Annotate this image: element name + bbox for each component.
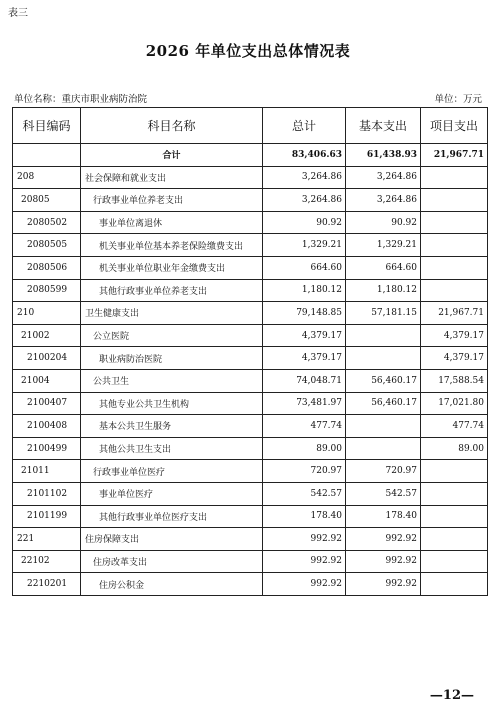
table-row [13, 189, 488, 212]
row-total: 4,379.17 [263, 324, 346, 347]
row-total: 73,481.97 [263, 392, 346, 415]
row-project [421, 189, 488, 212]
row-basic: 56,460.17 [346, 369, 421, 392]
row-code: 2100407 [13, 392, 81, 415]
row-basic: 992.92 [346, 550, 421, 573]
table-row [13, 234, 488, 257]
row-project [421, 528, 488, 551]
row-code: 21004 [13, 369, 81, 392]
row-code: 2080599 [13, 279, 81, 302]
row-name: 住房保障支出 [81, 528, 263, 551]
row-name: 机关事业单位职业年金缴费支出 [81, 256, 263, 279]
row-basic: 178.40 [346, 505, 421, 528]
row-name: 其他行政事业单位医疗支出 [81, 505, 263, 528]
row-total: 3,264.86 [263, 189, 346, 212]
total-amount: 83,406.63 [263, 144, 346, 167]
table-row [13, 369, 488, 392]
row-basic: 992.92 [346, 528, 421, 551]
header-project: 项目支出 [421, 108, 488, 144]
row-code: 20805 [13, 189, 81, 212]
row-basic: 542.57 [346, 482, 421, 505]
row-name: 其他公共卫生支出 [81, 437, 263, 460]
row-basic [346, 437, 421, 460]
row-name: 行政事业单位医疗 [81, 460, 263, 483]
row-code: 21002 [13, 324, 81, 347]
row-code: 210 [13, 302, 81, 325]
row-project: 21,967.71 [421, 302, 488, 325]
row-basic: 1,180.12 [346, 279, 421, 302]
row-basic [346, 324, 421, 347]
header-name: 科目名称 [81, 108, 263, 144]
row-basic: 56,460.17 [346, 392, 421, 415]
table-row [13, 550, 488, 573]
unit-name: 单位名称：重庆市职业病防治院 [14, 94, 148, 105]
row-project [421, 550, 488, 573]
row-code: 2100408 [13, 415, 81, 438]
table-row [13, 302, 488, 325]
total-code-cell [13, 144, 81, 167]
unit-measure: 单位：万元 [434, 94, 482, 105]
row-basic [346, 415, 421, 438]
row-code: 2101102 [13, 482, 81, 505]
row-total: 178.40 [263, 505, 346, 528]
row-code: 2080505 [13, 234, 81, 257]
row-project: 89.00 [421, 437, 488, 460]
row-name: 公共卫生 [81, 369, 263, 392]
row-name: 基本公共卫生服务 [81, 415, 263, 438]
row-code: 2210201 [13, 573, 81, 596]
row-project [421, 505, 488, 528]
row-project [421, 460, 488, 483]
row-basic: 3,264.86 [346, 166, 421, 189]
row-project [421, 234, 488, 257]
row-total: 992.92 [263, 550, 346, 573]
row-basic: 90.92 [346, 211, 421, 234]
table-row [13, 166, 488, 189]
row-total: 992.92 [263, 573, 346, 596]
table-row [13, 392, 488, 415]
header-code: 科目编码 [13, 108, 81, 144]
row-name: 住房公积金 [81, 573, 263, 596]
table-row [13, 415, 488, 438]
row-project [421, 573, 488, 596]
page-title: 2026 年单位支出总体情况表 [145, 42, 351, 60]
total-label: 合计 [81, 144, 263, 167]
row-code: 2101199 [13, 505, 81, 528]
row-basic: 992.92 [346, 573, 421, 596]
row-total: 477.74 [263, 415, 346, 438]
row-name: 其他行政事业单位养老支出 [81, 279, 263, 302]
row-name: 社会保障和就业支出 [81, 166, 263, 189]
row-total: 1,329.21 [263, 234, 346, 257]
total-project: 21,967.71 [421, 144, 488, 167]
row-code: 21011 [13, 460, 81, 483]
row-code: 2080506 [13, 256, 81, 279]
row-basic: 664.60 [346, 256, 421, 279]
row-project: 17,588.54 [421, 369, 488, 392]
row-code: 2080502 [13, 211, 81, 234]
table-row [13, 505, 488, 528]
row-name: 机关事业单位基本养老保险缴费支出 [81, 234, 263, 257]
table-number-label: 表三 [8, 8, 28, 19]
row-project [421, 482, 488, 505]
row-name: 行政事业单位养老支出 [81, 189, 263, 212]
row-code: 2100499 [13, 437, 81, 460]
header-total: 总计 [263, 108, 346, 144]
table-header-row [13, 108, 488, 144]
row-name: 公立医院 [81, 324, 263, 347]
row-code: 2100204 [13, 347, 81, 370]
row-name: 卫生健康支出 [81, 302, 263, 325]
total-row [13, 144, 488, 167]
row-basic: 57,181.15 [346, 302, 421, 325]
table-row [13, 482, 488, 505]
total-basic: 61,438.93 [346, 144, 421, 167]
row-name: 职业病防治医院 [81, 347, 263, 370]
row-project: 4,379.17 [421, 324, 488, 347]
row-project [421, 166, 488, 189]
row-total: 74,048.71 [263, 369, 346, 392]
row-code: 22102 [13, 550, 81, 573]
row-total: 1,180.12 [263, 279, 346, 302]
unit-info-row [14, 91, 482, 105]
header-basic: 基本支出 [346, 108, 421, 144]
row-total: 89.00 [263, 437, 346, 460]
row-total: 664.60 [263, 256, 346, 279]
row-basic: 3,264.86 [346, 189, 421, 212]
row-project [421, 256, 488, 279]
table-row [13, 437, 488, 460]
row-total: 90.92 [263, 211, 346, 234]
row-total: 720.97 [263, 460, 346, 483]
row-project [421, 211, 488, 234]
expenditure-table [12, 107, 488, 596]
row-name: 其他专业公共卫生机构 [81, 392, 263, 415]
row-name: 住房改革支出 [81, 550, 263, 573]
row-basic [346, 347, 421, 370]
row-project: 17,021.80 [421, 392, 488, 415]
page-number: —12— [429, 688, 474, 703]
row-project: 4,379.17 [421, 347, 488, 370]
row-project [421, 279, 488, 302]
row-total: 3,264.86 [263, 166, 346, 189]
row-basic: 1,329.21 [346, 234, 421, 257]
row-name: 事业单位离退休 [81, 211, 263, 234]
row-total: 542.57 [263, 482, 346, 505]
row-code: 208 [13, 166, 81, 189]
table-row [13, 279, 488, 302]
row-name: 事业单位医疗 [81, 482, 263, 505]
row-basic: 720.97 [346, 460, 421, 483]
row-project: 477.74 [421, 415, 488, 438]
row-total: 79,148.85 [263, 302, 346, 325]
table-row [13, 460, 488, 483]
table-row [13, 528, 488, 551]
row-total: 4,379.17 [263, 347, 346, 370]
row-total: 992.92 [263, 528, 346, 551]
table-row [13, 347, 488, 370]
table-row [13, 573, 488, 596]
table-row [13, 256, 488, 279]
row-code: 221 [13, 528, 81, 551]
table-row [13, 324, 488, 347]
table-row [13, 211, 488, 234]
